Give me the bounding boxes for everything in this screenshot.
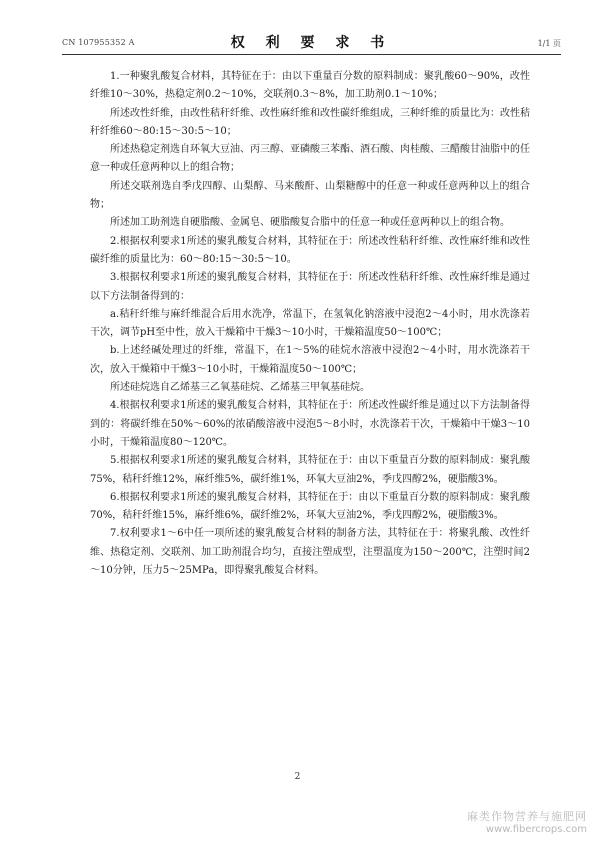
claim-5: 5.根据权利要求1所述的聚乳酸复合材料，其特征在于：由以下重量百分数的原料制成：聚乳酸75%，秸秆纤维12%，麻纤维5%，碳纤维1%，环氧大豆油2%，季戊四醇2%，硬脂酸3%。 — [90, 455, 530, 485]
claim-1: 1.一种聚乳酸复合材料，其特征在于：由以下重量百分数的原料制成：聚乳酸60～90%，改性纤维10～30%，热稳定剂0.2～10%，交联剂0.3～8%，加工助剂0.1～10%； — [90, 71, 530, 101]
claim-1-crosslinker-detail: 所述交联剂选自季戊四醇、山梨醇、马来酸酐、山梨糖醇中的任意一种或任意两种以上的组合物； — [90, 180, 530, 211]
claim-2: 2.根据权利要求1所述的聚乳酸复合材料，其特征在于：所述改性秸秆纤维、改性麻纤维和改性碳纤维的质量比为：60～80:15～30:5～10。 — [90, 235, 530, 265]
claim-3-silane-detail: 所述硅烷选自乙烯基三乙氧基硅烷、乙烯基三甲氧基硅烷。 — [110, 382, 370, 394]
claim-3-step-a: a.秸秆纤维与麻纤维混合后用水洗净，常温下，在氢氧化钠溶液中浸泡2～4小时，用水洗涤若干次，调节pH至中性，放入干燥箱中干燥3～10小时，干燥箱温度50～100℃； — [90, 308, 530, 339]
claim-7: 7.权利要求1～6中任一项所述的聚乳酸复合材料的制备方法，其特征在于：将聚乳酸、改性纤维、热稳定剂、交联剂、加工助剂混合均匀，直接注塑成型，注塑温度为150～200℃，注塑时间2～10分钟，压力5～25MPa，即得聚乳酸复合材料。 — [90, 528, 530, 577]
publication-number: CN 107955352 A — [62, 38, 135, 47]
page-number: 2 — [294, 772, 301, 782]
claim-3-step-b: b.上述经碱处理过的纤维，常温下，在1～5%的硅烷水溶液中浸泡2～4小时，用水洗涤若干次，放入干燥箱中干燥3～10小时，干燥箱温度50～100℃； — [90, 345, 530, 375]
watermark — [467, 810, 587, 836]
claim-3: 3.根据权利要求1所述的聚乳酸复合材料，其特征在于：所述改性秸秆纤维、改性麻纤维是通过以下方法制备得到的： — [90, 272, 530, 302]
document-header — [62, 28, 561, 55]
claim-1-additive-detail: 所述加工助剂选自硬脂酸、金属皂、硬脂酸复合脂中的任意一种或任意两种以上的组合物。 — [110, 217, 510, 229]
page-indicator: 1/1 页 — [537, 39, 561, 48]
watermark-site-name: 麻类作物营养与施肥网 — [467, 810, 587, 823]
watermark-url: www.fibercrops.com — [485, 824, 587, 835]
claim-4: 4.根据权利要求1所述的聚乳酸复合材料，其特征在于：所述改性碳纤维是通过以下方法制备得到的：将碳纤维在50%～60%的浓硝酸溶液中浸泡5～8小时，水洗涤若干次，干燥箱中干燥3～10小时，干燥箱温度80～120℃。 — [90, 400, 530, 448]
document-title: 权 利 要 求 书 — [230, 35, 393, 51]
claim-6: 6.根据权利要求1所述的聚乳酸复合材料，其特征在于：由以下重量百分数的原料制成：聚乳酸70%，秸秆纤维15%，麻纤维6%，碳纤维2%，环氧大豆油2%，季戊四醇2%，硬脂酸3%。 — [90, 491, 530, 522]
claims-body — [90, 68, 530, 580]
claim-1-stabilizer-detail: 所述热稳定剂选自环氧大豆油、丙三醇、亚磷酸三苯酯、酒石酸、肉桂酸、三醋酸甘油脂中的任意一种或任意两种以上的组合物； — [90, 144, 530, 174]
claim-1-fiber-detail: 所述改性纤维，由改性秸秆纤维、改性麻纤维和改性碳纤维组成，三种纤维的质量比为：改性秸秆纤维60～80:15～30:5～10； — [90, 107, 530, 137]
